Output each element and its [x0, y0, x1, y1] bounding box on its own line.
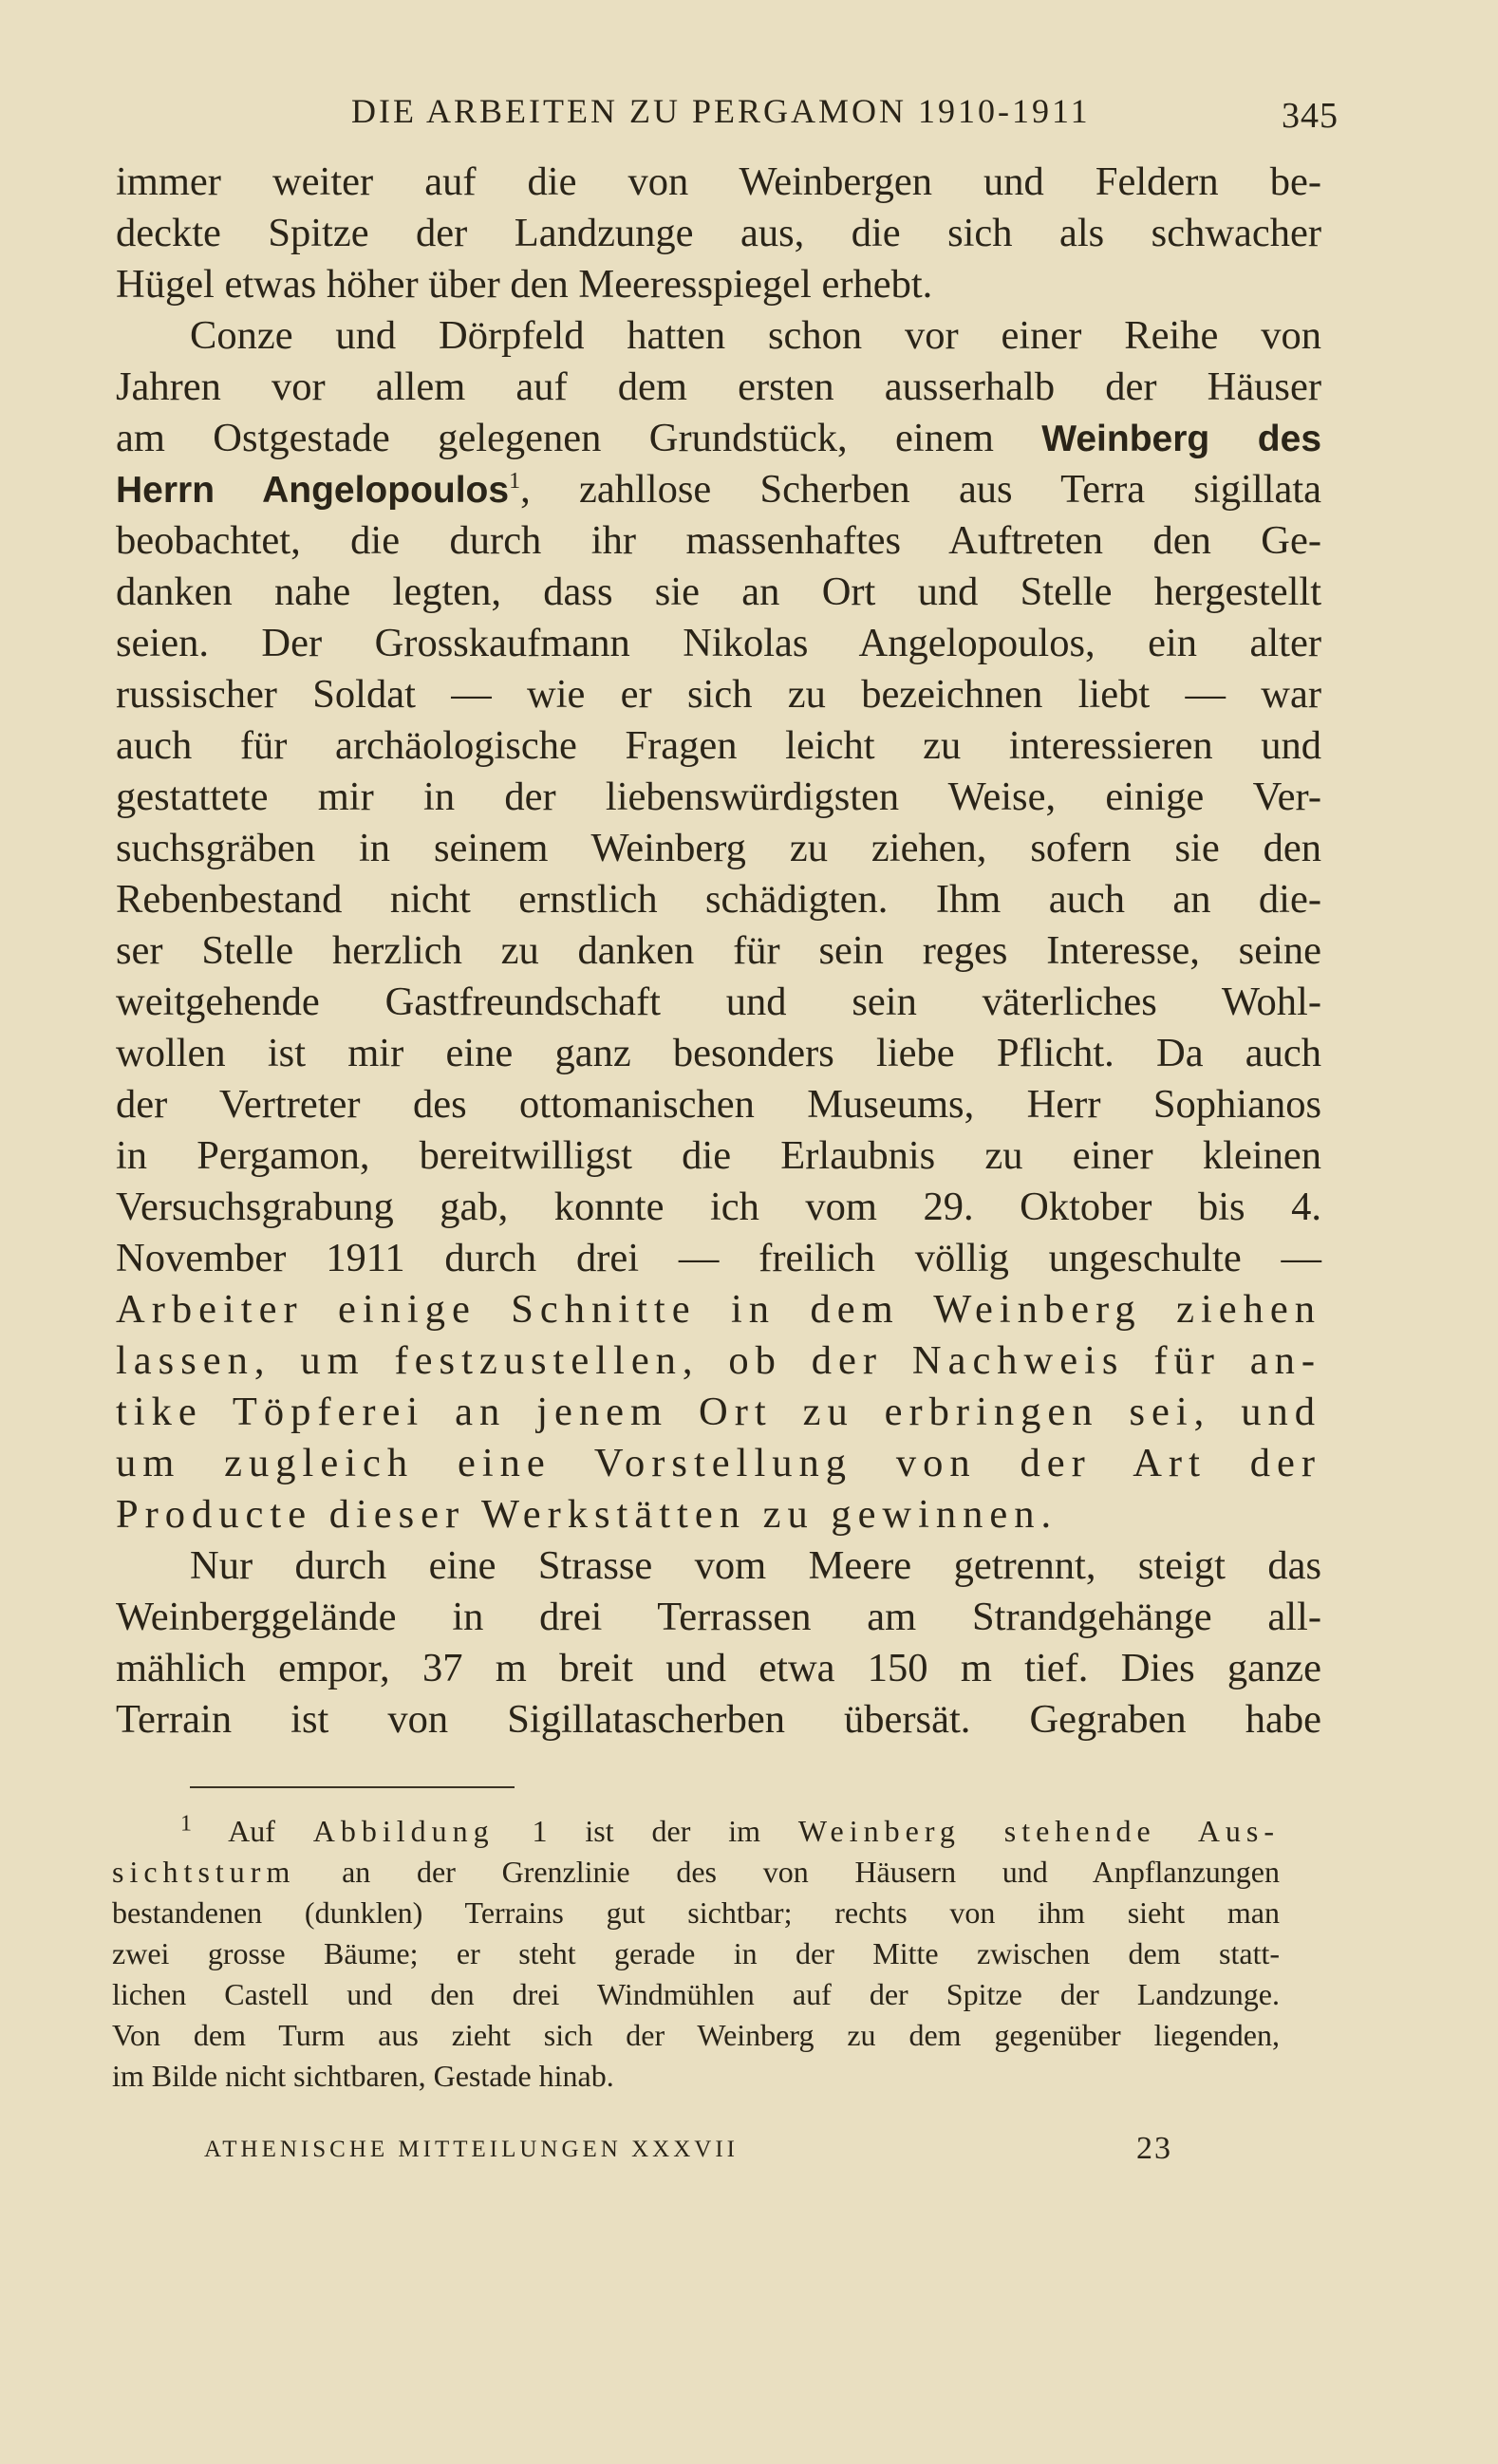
text-line: Nur durch eine Strasse vom Meere getrennt, steigt das: [190, 1543, 1321, 1588]
text-line: Rebenbestand nicht ernstlich schädigten. Ihm auch an die-: [116, 877, 1321, 922]
text-line: ser Stelle herzlich zu danken für sein reges Interesse, seine: [116, 928, 1321, 973]
text-line: danken nahe legten, dass sie an Ort und Stelle hergestellt: [116, 569, 1321, 614]
text-line: immer weiter auf die von Weinbergen und Feldern be-: [116, 159, 1321, 204]
text-line: [116, 413, 1321, 464]
footnote-text: 1 ist der im: [532, 1814, 760, 1848]
text-line: [116, 464, 1321, 515]
text-segment: am Ostgestade gelegenen Grundstück, einem: [116, 416, 994, 460]
footnote-line: [112, 1811, 1280, 1852]
footnote-marker: 1: [180, 1811, 192, 1837]
footnote-spaced-text: Weinberg stehende Aus-: [797, 1814, 1281, 1848]
footnote-line: lichen Castell und den drei Windmühlen auf der Spitze der Landzunge.: [112, 1977, 1280, 2011]
text-line: deckte Spitze der Landzunge aus, die sich als schwacher: [116, 211, 1321, 255]
footnote-line: im Bilde nicht sichtbaren, Gestade hinab.: [112, 2059, 614, 2093]
text-line: Conze und Dörpfeld hatten schon vor einer Reihe von: [190, 313, 1321, 358]
footnote-line: Von dem Turm aus zieht sich der Weinberg zu dem gegenüber liegenden,: [112, 2018, 1280, 2052]
bold-text: Weinberg des: [1041, 419, 1322, 459]
footnote-reference: 1: [509, 468, 521, 494]
text-line: Versuchsgrabung gab, konnte ich vom 29. Oktober bis 4.: [116, 1185, 1321, 1229]
footnote-text: Auf: [228, 1814, 275, 1848]
signature-mark: 23: [1136, 2131, 1172, 2166]
text-line: mählich empor, 37 m breit und etwa 150 m tief. Dies ganze: [116, 1646, 1321, 1690]
page-footer: [204, 2131, 1172, 2173]
text-line: gestattete mir in der liebenswürdigsten Weise, einige Ver-: [116, 775, 1321, 819]
running-title: DIE ARBEITEN ZU PERGAMON 1910-1911: [351, 92, 1091, 130]
text-line: weitgehende Gastfreundschaft und sein väterliches Wohl-: [116, 980, 1321, 1024]
text-line: Jahren vor allem auf dem ersten ausserhalb der Häuser: [116, 364, 1321, 409]
footnote-text: an der Grenzlinie des von Häusern und Anpflanzungen: [342, 1855, 1281, 1889]
text-line: auch für archäologische Fragen leicht zu interessieren und: [116, 723, 1321, 768]
footnote-divider: [190, 1786, 515, 1788]
bold-text: Herrn Angelopoulos: [116, 470, 510, 511]
text-line: suchsgräben in seinem Weinberg zu ziehen, sofern sie den: [116, 826, 1321, 870]
footnote-line: zwei grosse Bäume; er steht gerade in der Mitte zwischen dem statt-: [112, 1936, 1280, 1970]
text-line: wollen ist mir eine ganz besonders liebe Pflicht. Da auch: [116, 1031, 1321, 1075]
footnote-spaced-text: Abbildung: [312, 1814, 495, 1848]
footnote: [112, 1811, 1280, 2097]
main-text: [116, 157, 1321, 1745]
page-header: [351, 91, 1339, 139]
text-line: der Vertreter des ottomanischen Museums, Herr Sophianos: [116, 1082, 1321, 1127]
text-line: russischer Soldat — wie er sich zu bezeichnen liebt — war: [116, 672, 1321, 717]
text-line: Terrain ist von Sigillatascherben übersät. Gegraben habe: [116, 1697, 1321, 1742]
text-line: beobachtet, die durch ihr massenhaftes Auftreten den Ge-: [116, 518, 1321, 563]
text-line: November 1911 durch drei — freilich völlig ungeschulte —: [116, 1236, 1321, 1280]
footnote-spaced-text: sichtsturm: [112, 1855, 296, 1889]
text-line-spaced: Arbeiter einige Schnitte in dem Weinberg ziehen: [116, 1287, 1321, 1332]
text-line: seien. Der Grosskaufmann Nikolas Angelopoulos, ein alter: [116, 621, 1321, 665]
page-number: 345: [1282, 96, 1339, 136]
text-line-spaced: tike Töpferei an jenem Ort zu erbringen sei, und: [116, 1390, 1321, 1434]
text-line-spaced: Producte dieser Werkstätten zu gewinnen.: [116, 1492, 1058, 1537]
journal-name: ATHENISCHE MITTEILUNGEN XXXVII: [204, 2137, 739, 2162]
text-line: Weinberggelände in drei Terrassen am Strandgehänge all-: [116, 1595, 1321, 1639]
footnote-line: [112, 1852, 1280, 1893]
text-line-spaced: um zugleich eine Vorstellung von der Art der: [116, 1441, 1321, 1485]
text-segment: , zahllose Scherben aus Terra sigillata: [520, 467, 1321, 512]
text-line-spaced: lassen, um festzustellen, ob der Nachweis für an-: [116, 1338, 1321, 1383]
footnote-line: bestandenen (dunklen) Terrains gut sichtbar; rechts von ihm sieht man: [112, 1895, 1280, 1930]
text-line: Hügel etwas höher über den Meeresspiegel erhebt.: [116, 262, 933, 307]
text-line: in Pergamon, bereitwilligst die Erlaubnis zu einer kleinen: [116, 1133, 1321, 1178]
